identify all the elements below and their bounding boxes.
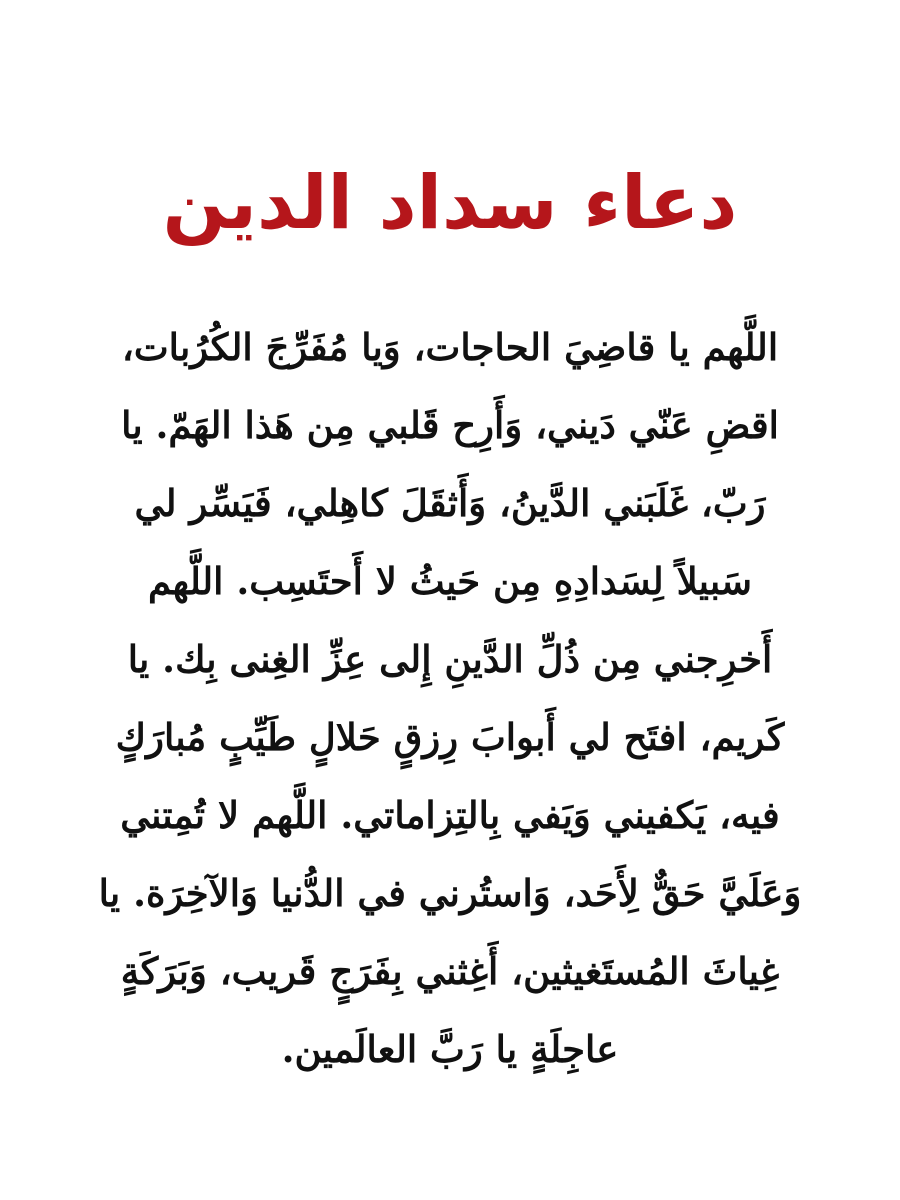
prayer-text xyxy=(70,308,830,1088)
prayer-line: اللَّهم يا قاضِيَ الحاجات، وَيا مُفَرِّجَ الكُرُبات، xyxy=(121,325,779,369)
prayer-line: فيه، يَكفيني وَيَفي بِالتِزاماتي. اللَّهم لا تُمِتني xyxy=(120,793,780,837)
prayer-line: اقضِ عَنّي دَيني، وَأَرِح قَلبي مِن هَذا الهَمّ. يا xyxy=(121,403,779,447)
page-title: دعاء سداد الدين xyxy=(162,160,738,246)
prayer-line: رَبّ، غَلَبَني الدَّينُ، وَأَثقَلَ كاهِلي، فَيَسِّر لي xyxy=(134,481,766,525)
prayer-line: وَعَلَيَّ حَقٌّ لِأَحَد، وَاستُرني في الدُّنيا وَالآخِرَة. يا xyxy=(98,871,802,915)
prayer-line: غِياثَ المُستَغيثين، أَغِثني بِفَرَجٍ قَريب، وَبَرَكَةٍ xyxy=(120,949,780,993)
prayer-line: سَبيلاً لِسَدادِهِ مِن حَيثُ لا أَحتَسِب. اللَّهم xyxy=(147,559,752,603)
prayer-line: عاجِلَةٍ يا رَبَّ العالَمين. xyxy=(281,1027,619,1071)
prayer-line: أَخرِجني مِن ذُلِّ الدَّينِ إِلى عِزِّ الغِنى بِك. يا xyxy=(127,637,773,681)
prayer-line: كَريم، افتَح لي أَبوابَ رِزقٍ حَلالٍ طَيِّبٍ مُبارَكٍ xyxy=(115,715,785,759)
